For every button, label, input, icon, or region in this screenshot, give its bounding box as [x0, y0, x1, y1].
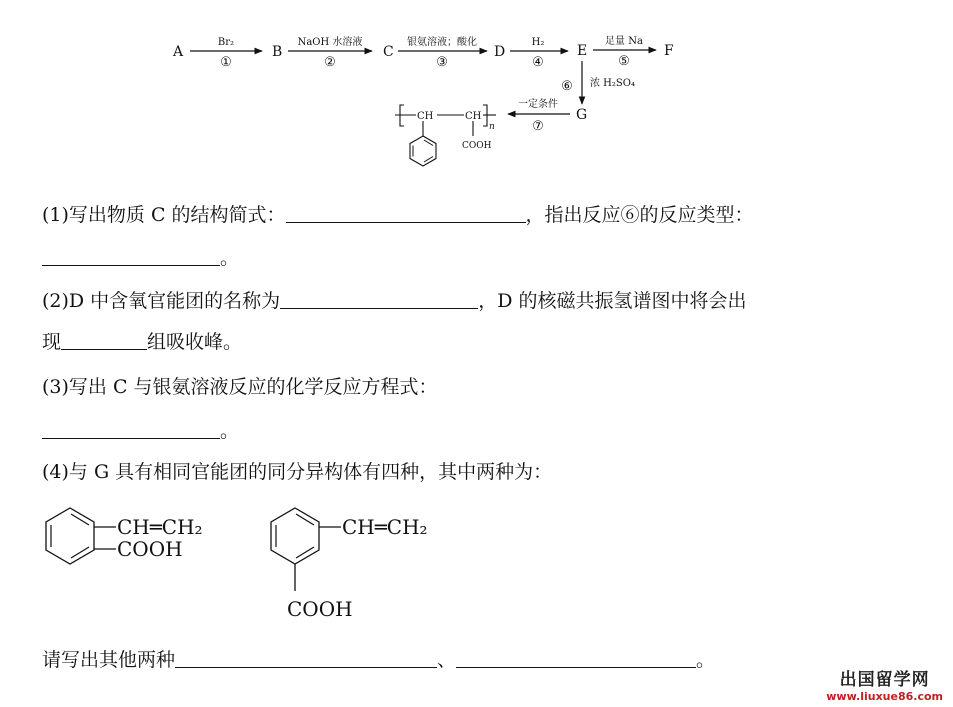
question-5-text: 请写出其他两种 [42, 649, 176, 671]
reagent-step-2: NaOH 水溶液 [297, 37, 363, 48]
question-5-sep: 、 [437, 649, 457, 671]
question-3-end: 。 [220, 420, 240, 442]
compound-b: B [272, 44, 283, 60]
step-number-5: ⑤ [618, 54, 630, 69]
reagent-step-1: Br₂ [217, 37, 235, 48]
isomer-1-cooh: COOH [117, 537, 183, 561]
question-2-line2-start: 现 [42, 331, 62, 353]
answer-blank-2b[interactable] [61, 329, 147, 350]
polymer-structure [395, 105, 496, 166]
question-3-line-2 [42, 418, 239, 443]
watermark-url: www.liuxue86.com [826, 690, 943, 703]
step-number-6: ⑥ [561, 79, 573, 94]
isomer-meta [271, 508, 428, 621]
answer-blank-1b[interactable] [42, 245, 220, 266]
question-4-text: (4)与 G 具有相同官能团的同分异构体有四种，其中两种为： [42, 461, 553, 483]
step-number-1: ① [220, 55, 232, 70]
watermark-title: 出国留学网 [839, 670, 930, 690]
answer-blank-5a[interactable] [175, 647, 437, 668]
reagent-step-6: 浓 H₂SO₄ [590, 78, 635, 89]
question-2-line-1 [42, 288, 746, 313]
isomer-ortho [46, 508, 203, 564]
question-5-line [42, 647, 715, 672]
question-2-mid: ，D 的核磁共振氢谱图中将会出 [478, 290, 747, 312]
compound-e: E [577, 43, 588, 59]
step-number-2: ② [324, 55, 336, 70]
answer-blank-3[interactable] [42, 418, 220, 439]
polymer-subscript: n [489, 122, 495, 132]
question-1-end: 。 [220, 247, 240, 269]
reagent-step-5: 足量 Na [605, 36, 643, 47]
step-number-3: ③ [436, 55, 448, 70]
isomer-2-cooh: COOH [287, 597, 353, 621]
isomer-2-vinyl: CH═CH₂ [342, 515, 428, 539]
question-3-line-1 [42, 375, 438, 399]
answer-blank-5b[interactable] [456, 647, 696, 668]
step-number-4: ④ [532, 55, 544, 70]
step-number-7: ⑦ [532, 119, 544, 134]
isomer-structures [0, 495, 953, 625]
question-2-line-2 [42, 329, 242, 354]
compound-c: C [383, 44, 394, 60]
question-4-line [42, 460, 552, 484]
site-watermark [826, 665, 943, 703]
question-2-line2-end: 组吸收峰。 [147, 331, 243, 353]
reagent-step-3: 银氨溶液；酸化 [407, 37, 477, 48]
question-1-mid: ，指出反应⑥的反应类型： [525, 204, 754, 226]
compound-f: F [664, 43, 674, 59]
compound-a: A [173, 44, 184, 60]
reagent-step-4: H₂ [531, 37, 545, 48]
isomer-1-vinyl: CH═CH₂ [117, 515, 203, 539]
polymer-ch-left: CH [417, 111, 434, 122]
question-3-text: (3)写出 C 与银氨溶液反应的化学反应方程式： [42, 376, 438, 398]
polymer-cooh: COOH [462, 141, 492, 151]
reaction-scheme [0, 0, 953, 185]
question-1-line-2 [42, 245, 239, 270]
polymer-ch-right: CH [465, 111, 482, 122]
answer-blank-1a[interactable] [286, 202, 526, 223]
question-2-text: (2)D 中含氧官能团的名称为 [42, 290, 281, 312]
question-1-text: (1)写出物质 C 的结构简式： [42, 204, 286, 226]
compound-g: G [576, 107, 588, 123]
compound-d: D [494, 44, 506, 60]
question-1-line-1 [42, 202, 754, 227]
question-5-end: 。 [696, 649, 716, 671]
answer-blank-2a[interactable] [280, 288, 478, 309]
reagent-step-7: 一定条件 [518, 99, 558, 110]
